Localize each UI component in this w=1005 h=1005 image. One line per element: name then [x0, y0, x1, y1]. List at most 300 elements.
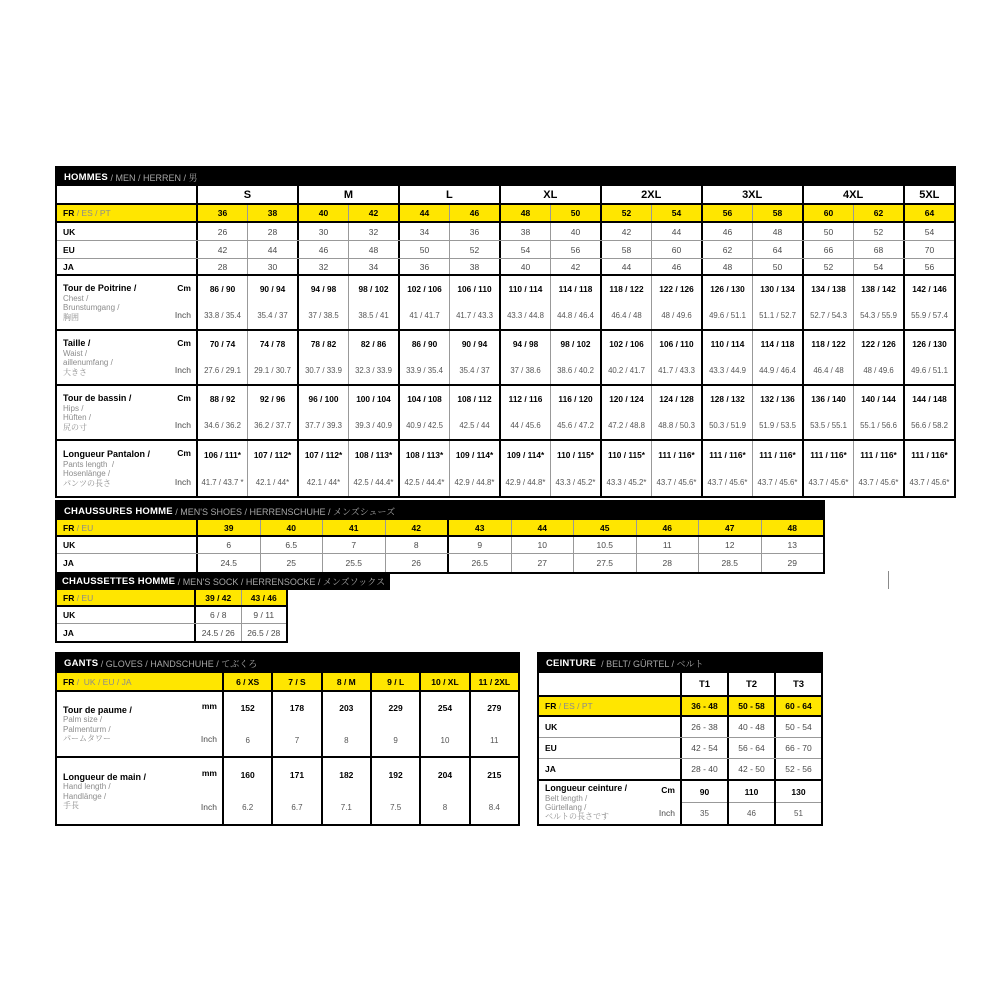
bottom-unit-value: 55.9 / 57.4 — [911, 311, 948, 321]
men-eu-value: 46 — [297, 241, 348, 258]
measure-value-cell — [701, 441, 752, 496]
belt-eu-row — [539, 738, 821, 759]
shoes-uk-value: 11 — [636, 537, 699, 553]
top-unit-value: 126 / 130 — [912, 339, 947, 350]
gloves-table — [55, 652, 520, 826]
measure-value-cell — [247, 441, 297, 496]
men-fr-row — [57, 205, 954, 223]
men-eu-value: 48 — [348, 241, 398, 258]
men-eu-value: 64 — [752, 241, 802, 258]
bottom-unit-value: 43.3 / 45.2* — [555, 477, 596, 487]
top-unit-value: 114 / 118 — [760, 339, 795, 350]
measure-label-line: Tour de bassin / — [63, 393, 132, 404]
bottom-unit-value: 51.1 / 52.7 — [759, 311, 796, 321]
top-unit-value: 254 — [437, 703, 453, 713]
gloves-measure-row — [57, 758, 518, 824]
top-unit-value: 110 / 114 — [710, 339, 745, 350]
top-unit-value: 107 / 112* — [304, 449, 343, 460]
row-label — [57, 241, 196, 258]
gloves-table-header — [57, 654, 518, 673]
shoes-uk-value: 12 — [698, 537, 761, 553]
measure-label-line: aillenumfang / — [63, 358, 113, 368]
top-unit-value: 90 — [682, 781, 727, 803]
measure-label-line: Hand length / — [63, 782, 111, 792]
bottom-unit-value: 48 / 49.6 — [661, 311, 692, 321]
measure-value-cell — [398, 441, 449, 496]
top-unit-value: 171 — [289, 769, 305, 780]
bottom-unit-value: 44.8 / 46.4 — [557, 311, 594, 321]
row-label-primary: FR — [545, 701, 557, 711]
top-unit-value: 74 / 78 — [259, 339, 286, 350]
bottom-unit-value: 41.7 / 43.3 — [658, 366, 695, 376]
measure-value-cell — [550, 386, 600, 439]
belt-fr-value: 50 - 58 — [727, 697, 774, 715]
bottom-unit-value: 55.1 / 56.6 — [860, 421, 897, 431]
row-label — [57, 520, 196, 535]
gloves-table-title: GANTS — [64, 658, 99, 669]
socks-table-title: CHAUSSETTES HOMME — [62, 575, 176, 587]
men-ja-value: 30 — [247, 259, 297, 274]
bottom-unit-value: 46.4 / 48 — [813, 366, 844, 376]
measure-value-cell — [752, 276, 802, 329]
shoes-uk-value: 10.5 — [573, 537, 636, 553]
row-label-primary: FR — [63, 592, 75, 603]
men-ja-value: 36 — [398, 259, 449, 274]
shoes-uk-value: 13 — [761, 537, 824, 553]
bottom-unit-value: 35 — [700, 809, 709, 818]
belt-eu-value: 66 - 70 — [774, 738, 821, 758]
socks-fr-row — [57, 590, 286, 607]
bottom-unit-value: 42.5 / 44.4* — [404, 477, 445, 487]
unit-top-label: mm — [201, 701, 217, 712]
bottom-unit-value: 43.3 / 44.8 — [507, 311, 544, 321]
top-unit-value: 106 / 111* — [204, 449, 241, 460]
men-uk-value: 36 — [449, 223, 499, 240]
top-unit-value: 111 / 116* — [759, 449, 796, 460]
row-label — [57, 259, 196, 274]
top-unit-value: 108 / 112 — [457, 394, 492, 405]
bottom-unit-value: 40.9 / 42.5 — [406, 421, 443, 431]
gloves-measure-row — [57, 692, 518, 758]
bottom-unit-value: 37.7 / 39.3 — [305, 421, 342, 431]
men-fr-value: 56 — [701, 205, 752, 221]
row-label-secondary: / UK / EU / JA — [74, 676, 132, 687]
belt-uk-value: 40 - 48 — [727, 717, 774, 737]
measure-value-cell — [419, 758, 468, 824]
top-unit-value: 120 / 124 — [609, 394, 644, 405]
measure-value-cell — [600, 276, 651, 329]
top-unit-value: 279 — [487, 703, 502, 713]
bottom-unit-value: 11 — [490, 735, 499, 745]
top-unit-value: 132 / 136 — [760, 394, 795, 405]
top-unit-value: 130 — [776, 781, 821, 803]
unit-top-label: Cm — [177, 392, 191, 403]
row-label-primary: JA — [63, 558, 74, 568]
top-unit-value: 111 / 116* — [860, 449, 897, 460]
men-fr-value: 62 — [853, 205, 903, 221]
bottom-unit-value: 35.4 / 37 — [459, 366, 490, 376]
shoes-fr-value: 45 — [573, 520, 636, 535]
unit-top-label: Cm — [177, 337, 191, 348]
men-eu-value: 66 — [802, 241, 853, 258]
measure-label-line: Longueur Pantalon / — [63, 449, 150, 460]
measure-label-line: 胸囲 — [63, 312, 79, 322]
measure-value-cell — [752, 331, 802, 384]
bottom-unit-value: 43.7 / 45.6* — [808, 477, 849, 487]
shoes-table-subtitle: / MEN'S SHOES / HERRENSCHUHE / メンズシューズ — [172, 506, 396, 517]
men-ja-value: 32 — [297, 259, 348, 274]
men-ja-value: 42 — [550, 259, 600, 274]
men-eu-value: 44 — [247, 241, 297, 258]
top-unit-value: 86 / 90 — [209, 284, 236, 295]
top-unit-value: 90 / 94 — [259, 284, 286, 295]
measure-value-cell — [370, 692, 419, 756]
men-uk-value: 40 — [550, 223, 600, 240]
men-fr-value: 54 — [651, 205, 701, 221]
measure-label-line: 手長 — [63, 801, 79, 811]
shoes-ja-value: 26 — [385, 554, 448, 572]
men-uk-value: 48 — [752, 223, 802, 240]
measure-label-line: Brunstumgang / — [63, 303, 120, 313]
bottom-unit-value: 50.3 / 51.9 — [709, 421, 746, 431]
measure-value-cell — [469, 692, 518, 756]
measure-value-cell — [271, 758, 320, 824]
top-unit-value: 82 / 86 — [360, 339, 387, 350]
belt-eu-value: 42 - 54 — [680, 738, 727, 758]
size-group-S: S — [196, 186, 297, 203]
measure-value-cell — [802, 441, 853, 496]
top-unit-value: 130 / 134 — [760, 284, 795, 295]
top-unit-value: 110 / 114 — [508, 284, 543, 295]
measure-value-cell — [802, 331, 853, 384]
bottom-unit-value: 27.6 / 29.1 — [204, 366, 241, 376]
row-label-primary: FR — [63, 676, 75, 687]
shoes-ja-value: 26.5 — [447, 554, 511, 572]
measure-value-cell — [903, 276, 954, 329]
men-ja-value: 38 — [449, 259, 499, 274]
measure-value-cell — [499, 331, 550, 384]
men-table-body — [57, 186, 954, 496]
measure-value-cell — [752, 441, 802, 496]
belt-fr-value: 60 - 64 — [774, 697, 821, 715]
top-unit-value: 108 / 113* — [354, 449, 393, 460]
measure-value-cell — [550, 441, 600, 496]
bottom-unit-value: 42.9 / 44.8* — [454, 477, 495, 487]
shoes-fr-value: 41 — [322, 520, 385, 535]
bottom-unit-value: 43.7 / 45.6* — [656, 477, 697, 487]
men-fr-value: 50 — [550, 205, 600, 221]
top-unit-value: 110 — [729, 781, 774, 803]
row-label-primary: FR — [63, 522, 75, 533]
bottom-unit-value: 8 — [344, 735, 349, 745]
row-label-secondary: / EU — [74, 592, 94, 603]
bottom-unit-value: 29.1 / 30.7 — [254, 366, 291, 376]
unit-top-label: mm — [201, 767, 217, 778]
size-group-2XL: 2XL — [600, 186, 701, 203]
top-unit-value: 94 / 98 — [512, 339, 539, 350]
men-uk-value: 42 — [600, 223, 651, 240]
men-ja-value: 56 — [903, 259, 954, 274]
measure-value-cell — [853, 276, 903, 329]
measure-value-cell — [903, 386, 954, 439]
measure-value-cell — [297, 386, 348, 439]
measure-value-cell — [727, 781, 774, 824]
top-unit-value: 112 / 116 — [508, 394, 543, 405]
bottom-unit-value: 6.2 — [242, 803, 254, 812]
belt-size-T2: T2 — [727, 673, 774, 695]
top-unit-value: 124 / 128 — [659, 394, 694, 405]
men-socks-table — [55, 572, 390, 643]
socks-fr-value: 43 / 46 — [241, 590, 287, 605]
measure-value-cell — [680, 781, 727, 824]
top-unit-value: 140 / 144 — [861, 394, 896, 405]
bottom-unit-value: 43.7 / 45.6* — [757, 477, 798, 487]
measure-label-line: Palm size / — [63, 715, 103, 725]
bottom-unit-value: 42.5 / 44 — [459, 421, 490, 431]
men-uk-value: 32 — [348, 223, 398, 240]
top-unit-value: 203 — [339, 703, 354, 713]
bottom-unit-value: 45.6 / 47.2 — [557, 421, 594, 431]
gloves-fr-row — [57, 673, 518, 692]
measure-label-line: Taille / — [63, 338, 91, 349]
men-eu-row — [57, 241, 954, 259]
measure-value-cell — [449, 386, 499, 439]
measure-label-line: Palmenturm / — [63, 724, 111, 734]
shoes-table-body — [57, 520, 823, 572]
measure-label-line: パームタワー — [63, 734, 111, 744]
row-label-primary: UK — [63, 226, 76, 237]
bottom-unit-value: 7 — [294, 735, 300, 745]
top-unit-value: 116 / 120 — [558, 394, 593, 405]
measure-label-line: Belt length / — [545, 793, 588, 803]
men-ja-row — [57, 259, 954, 276]
measure-label-line: Hosenlänge / — [63, 469, 111, 479]
top-unit-value: 92 / 96 — [259, 394, 286, 405]
bottom-unit-value: 40.2 / 41.7 — [608, 366, 645, 376]
bottom-unit-value: 49.6 / 51.1 — [911, 366, 948, 376]
men-size-table — [55, 166, 956, 498]
bottom-unit-value: 43.7 / 45.6* — [707, 477, 748, 487]
top-unit-value: 204 — [437, 769, 453, 780]
measure-value-cell — [297, 331, 348, 384]
measure-value-cell — [398, 386, 449, 439]
men-fr-value: 44 — [398, 205, 449, 221]
top-unit-value: 122 / 126 — [659, 284, 694, 295]
bottom-unit-value: 43.7 / 45.6* — [858, 477, 899, 487]
top-unit-value: 106 / 110 — [659, 339, 694, 350]
men-eu-value: 52 — [449, 241, 499, 258]
shoes-fr-value: 39 — [196, 520, 260, 535]
size-group-4XL: 4XL — [802, 186, 903, 203]
row-label — [57, 590, 194, 605]
size-group-XL: XL — [499, 186, 600, 203]
shoes-fr-value: 48 — [761, 520, 824, 535]
shoes-ja-value: 28 — [636, 554, 699, 572]
row-label-primary: UK — [63, 610, 76, 620]
size-group-spacer — [57, 186, 196, 203]
shoes-uk-value: 6 — [196, 537, 260, 553]
row-label — [57, 223, 196, 240]
measure-value-cell — [802, 276, 853, 329]
top-unit-value: 152 — [240, 703, 255, 713]
bottom-unit-value: 32.3 / 33.9 — [355, 366, 392, 376]
men-eu-value: 68 — [853, 241, 903, 258]
measure-label-line: Longueur de main / — [63, 771, 147, 782]
size-group-L: L — [398, 186, 499, 203]
men-fr-value: 42 — [348, 205, 398, 221]
men-eu-value: 50 — [398, 241, 449, 258]
shoes-fr-value: 42 — [385, 520, 448, 535]
row-label-primary: EU — [63, 244, 75, 255]
unit-bottom-label: Inch — [200, 801, 217, 812]
men-table-subtitle: / MEN / HERREN / 男 — [107, 172, 198, 183]
men-uk-value: 26 — [196, 223, 247, 240]
measure-value-cell — [701, 331, 752, 384]
men-eu-value: 54 — [499, 241, 550, 258]
row-label — [57, 673, 222, 690]
measure-value-cell — [321, 758, 370, 824]
top-unit-value: 90 / 94 — [461, 339, 488, 350]
top-unit-value: 88 / 92 — [209, 394, 236, 405]
measure-label — [57, 276, 196, 329]
men-eu-value: 56 — [550, 241, 600, 258]
measure-value-cell — [903, 441, 954, 496]
men-uk-value: 52 — [853, 223, 903, 240]
top-unit-value: 229 — [388, 703, 403, 713]
bottom-unit-value: 8.4 — [488, 803, 500, 812]
bottom-unit-value: 43.7 / 45.6* — [909, 477, 950, 487]
measure-value-cell — [419, 692, 468, 756]
unit-bottom-label: Inch — [174, 476, 191, 487]
row-label-secondary: / EU — [74, 522, 94, 533]
measure-label-line: Longueur ceinture / — [545, 783, 628, 794]
men-size-group-row — [57, 186, 954, 205]
measure-value-cell — [651, 276, 701, 329]
measure-value-cell — [196, 331, 247, 384]
top-unit-value: 102 / 106 — [407, 284, 442, 295]
men-table-title: HOMMES — [64, 171, 108, 183]
shoes-ja-row — [57, 554, 823, 572]
measure-value-cell — [651, 331, 701, 384]
measure-value-cell — [499, 276, 550, 329]
bottom-unit-value: 35.4 / 37 — [257, 311, 288, 321]
men-ja-value: 48 — [701, 259, 752, 274]
top-unit-value: 144 / 148 — [912, 394, 947, 405]
belt-ja-row — [539, 759, 821, 781]
men-ja-value: 50 — [752, 259, 802, 274]
unit-bottom-label: Inch — [200, 734, 217, 745]
top-unit-value: 178 — [289, 703, 305, 713]
bottom-unit-value: 52.7 / 54.3 — [810, 311, 847, 321]
top-unit-value: 136 / 140 — [811, 394, 846, 405]
men-uk-value: 30 — [297, 223, 348, 240]
measure-label — [57, 331, 196, 384]
measure-value-cell — [222, 758, 271, 824]
measure-value-cell — [348, 331, 398, 384]
top-unit-value: 128 / 132 — [710, 394, 745, 405]
bottom-unit-value: 44.9 / 46.4 — [759, 366, 796, 376]
men-ja-value: 28 — [196, 259, 247, 274]
measure-value-cell — [247, 386, 297, 439]
measure-value-cell — [600, 441, 651, 496]
measure-value-cell — [651, 386, 701, 439]
belt-table-body — [539, 673, 821, 824]
shoes-uk-value: 6.5 — [260, 537, 323, 553]
gloves-fr-value: 11 / 2XL — [469, 673, 518, 690]
men-ja-value: 40 — [499, 259, 550, 274]
socks-uk-row — [57, 607, 286, 624]
measure-label-line: ベルトの長さです — [545, 812, 609, 822]
row-label — [539, 697, 680, 715]
measure-value-cell — [469, 758, 518, 824]
bottom-unit-value: 33.8 / 35.4 — [204, 311, 241, 321]
shoes-uk-value: 8 — [385, 537, 448, 553]
measure-value-cell — [297, 276, 348, 329]
measure-label — [57, 386, 196, 439]
top-unit-value: 111 / 116* — [658, 449, 695, 460]
belt-uk-value: 26 - 38 — [680, 717, 727, 737]
belt-ja-value: 42 - 50 — [727, 759, 774, 779]
gloves-fr-value: 6 / XS — [222, 673, 271, 690]
men-fr-value: 38 — [247, 205, 297, 221]
bottom-unit-value: 41.7 / 43.3 — [456, 311, 493, 321]
top-unit-value: 118 / 122 — [609, 284, 644, 295]
bottom-unit-value: 48 / 49.6 — [863, 366, 894, 376]
belt-ja-value: 52 - 56 — [774, 759, 821, 779]
measure-value-cell — [600, 386, 651, 439]
men-measure-row — [57, 441, 954, 496]
bottom-unit-value: 7.1 — [340, 803, 352, 812]
top-unit-value: 107 / 112* — [253, 449, 292, 460]
top-unit-value: 122 / 126 — [861, 339, 896, 350]
bottom-unit-value: 6 — [245, 735, 250, 745]
shoes-ja-value: 28.5 — [698, 554, 761, 572]
belt-size-header-spacer — [539, 673, 680, 695]
measure-value-cell — [247, 331, 297, 384]
measure-value-cell — [449, 276, 499, 329]
men-ja-value: 52 — [802, 259, 853, 274]
measure-label-line: Waist / — [63, 348, 88, 358]
socks-uk-value: 6 / 8 — [194, 607, 241, 623]
socks-uk-value: 9 / 11 — [241, 607, 287, 623]
measure-value-cell — [600, 331, 651, 384]
measure-value-cell — [752, 386, 802, 439]
shoes-ja-value: 27.5 — [573, 554, 636, 572]
top-unit-value: 86 / 90 — [411, 339, 438, 350]
row-label — [57, 624, 194, 641]
row-label-primary: JA — [63, 627, 74, 638]
row-label — [57, 537, 196, 553]
socks-fr-value: 39 / 42 — [194, 590, 241, 605]
measure-value-cell — [903, 331, 954, 384]
men-fr-value: 36 — [196, 205, 247, 221]
measure-value-cell — [348, 441, 398, 496]
men-uk-value: 28 — [247, 223, 297, 240]
measure-value-cell — [398, 331, 449, 384]
bottom-unit-value: 33.9 / 35.4 — [406, 366, 443, 376]
belt-uk-row — [539, 717, 821, 738]
bottom-unit-value: 30.7 / 33.9 — [305, 366, 342, 376]
belt-table — [537, 652, 823, 826]
unit-top-label: Cm — [177, 448, 191, 459]
men-ja-value: 54 — [853, 259, 903, 274]
bottom-unit-value: 42.9 / 44.8* — [505, 477, 546, 487]
bottom-unit-value: 36.2 / 37.7 — [254, 421, 291, 431]
top-unit-value: 118 / 122 — [811, 339, 846, 350]
bottom-unit-value: 38.6 / 40.2 — [557, 366, 594, 376]
men-uk-value: 44 — [651, 223, 701, 240]
socks-ja-row — [57, 624, 286, 641]
